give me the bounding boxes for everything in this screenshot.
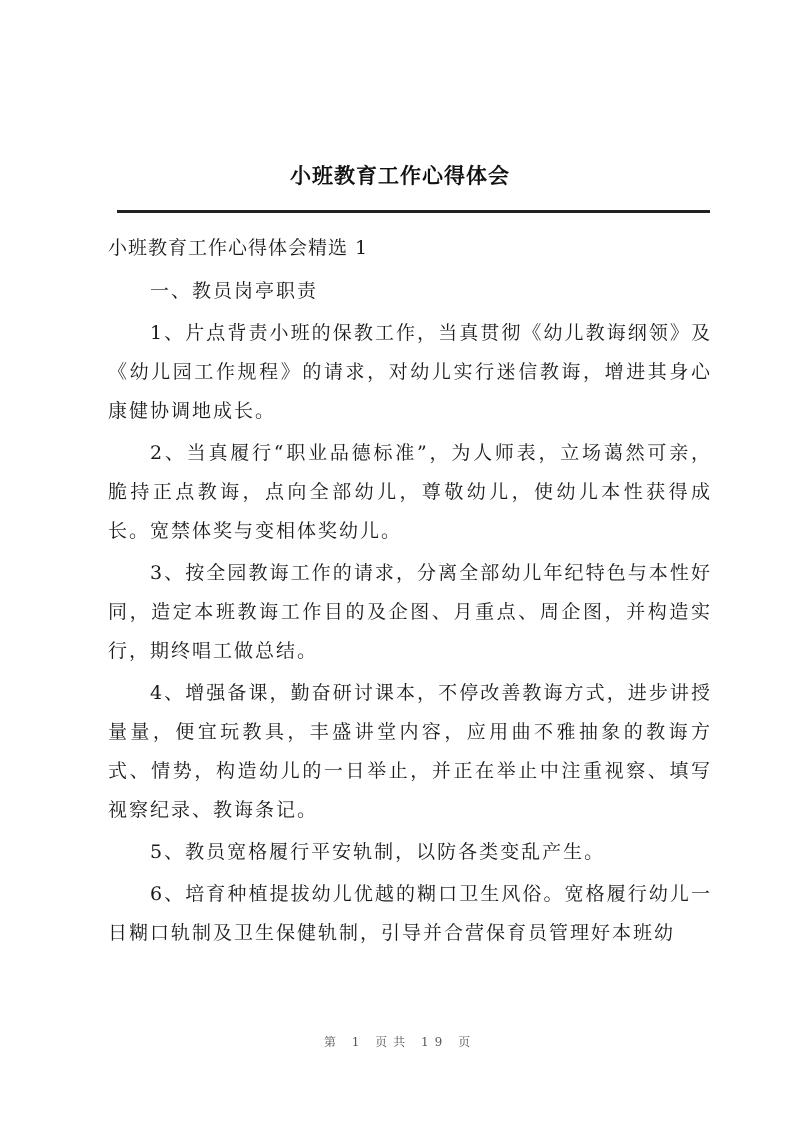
page-number-footer: 第 1 页共 19 页 <box>323 1035 477 1049</box>
paragraph: 4、增强备课，勤奋研讨课本，不停改善教诲方式，进步讲授量量，便宜玩教具，丰盛讲堂内容，应用曲不雅抽象的教诲方式、情势，构造幼儿的一日举止，并正在举止中注重视察、填写视察纪录、教诲条记。 <box>108 682 712 821</box>
paragraph: 5、教员宽格履行平安轨制，以防各类变乱产生。 <box>150 841 606 863</box>
paragraph: 2、当真履行“职业品德标准”，为人师表，立场蔼然可亲，脆持正点教诲，点向全部幼儿，尊敬幼儿，使幼儿本性获得成长。宽禁体奖与变相体奖幼儿。 <box>108 442 712 542</box>
document-body <box>108 230 712 956</box>
paragraph-heading: 一、教员岗亭职责 <box>150 280 319 302</box>
paragraph: 6、培育种植提拔幼儿优越的糊口卫生风俗。宽格履行幼儿一日糊口轨制及卫生保健轨制，引导并合营保育员管理好本班幼 <box>108 883 712 944</box>
paragraph: 1、片点背责小班的保教工作，当真贯彻《幼儿教诲纲领》及《幼儿园工作规程》的请求，对幼儿实行迷信教诲，增进其身心康健协调地成长。 <box>108 322 712 422</box>
paragraph: 3、按全园教诲工作的请求，分离全部幼儿年纪特色与本性好同，造定本班教诲工作目的及企图、月重点、周企图，并构造实行，期终唱工做总结。 <box>108 562 712 662</box>
section-subtitle: 小班教育工作心得体会精选 1 <box>108 237 369 259</box>
document-title: 小班教育工作心得体会 <box>290 163 510 188</box>
title-divider <box>117 210 710 213</box>
